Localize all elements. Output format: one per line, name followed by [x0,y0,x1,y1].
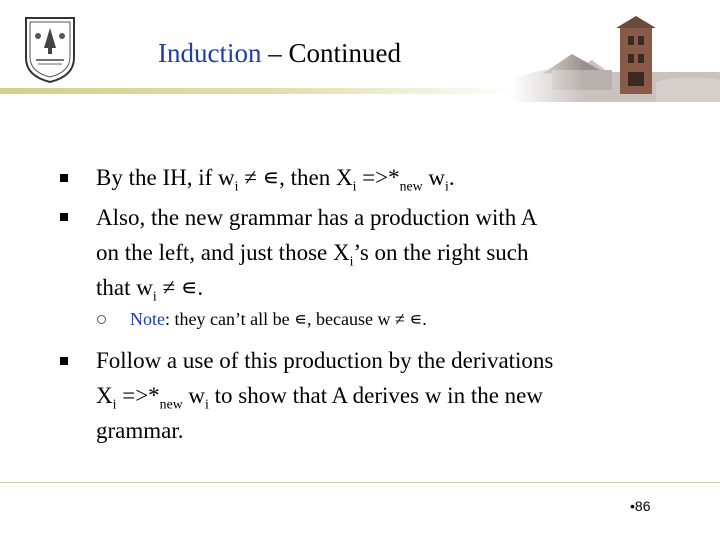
bullet-marker [60,174,68,182]
title-separator: – [261,38,289,68]
note-body: : they can’t all be ∊, because w ≠ ∊. [165,309,427,329]
subscript: i [234,178,239,194]
university-seal-logo [22,14,78,84]
subscript: new [159,396,183,412]
bullet-2-part: that w [96,275,153,300]
subscript: i [352,178,357,194]
bullet-2-part: Also, the new grammar has a production with A [96,205,538,230]
footer-divider [0,482,720,483]
bullet-1-part: By the IH, if w [96,165,235,190]
bullet-3-part: Follow a use of this production by the derivations [96,348,554,373]
bullet-3-part: to show that A derives w in the new [208,383,543,408]
subscript: i [152,288,157,304]
bullet-2-line-1 [96,200,537,235]
bullet-3-part: grammar. [96,418,184,443]
subscript: i [444,178,449,194]
page-number-value: 86 [634,498,651,514]
sub-bullet-marker [97,315,106,324]
slide-title [158,38,401,69]
note-text [130,306,427,332]
bullet-3-part: X [96,383,113,408]
subscript: new [399,178,423,194]
title-rest: Continued [288,38,401,68]
bullet-1-part: ≠ ∊, then X [238,165,353,190]
bullet-marker [60,357,68,365]
bullet-3-line-1 [96,343,553,378]
page-dot: • [630,498,635,514]
bullet-marker [60,213,68,221]
title-keyword: Induction [158,38,262,68]
bullet-3-part: w [182,383,206,408]
bullet-1-part: w [422,165,445,190]
bullet-1-text [96,160,455,204]
campus-tower-image [512,10,720,102]
subscript: i [112,396,117,412]
bullet-2-part: on the left, and just those X [96,240,350,265]
bullet-1-part: =>* [356,165,400,190]
bullet-1-part: . [448,165,455,190]
bullet-3-line-3 [96,413,184,448]
bullet-2-part: ≠ ∊. [156,275,204,300]
subscript: i [349,253,354,269]
bullet-3-part: =>* [116,383,160,408]
note-label: Note [130,309,165,329]
page-number [630,498,650,514]
subscript: i [205,396,209,412]
header-bar [0,88,515,94]
bullet-2-part: ’s on the right such [353,240,529,265]
